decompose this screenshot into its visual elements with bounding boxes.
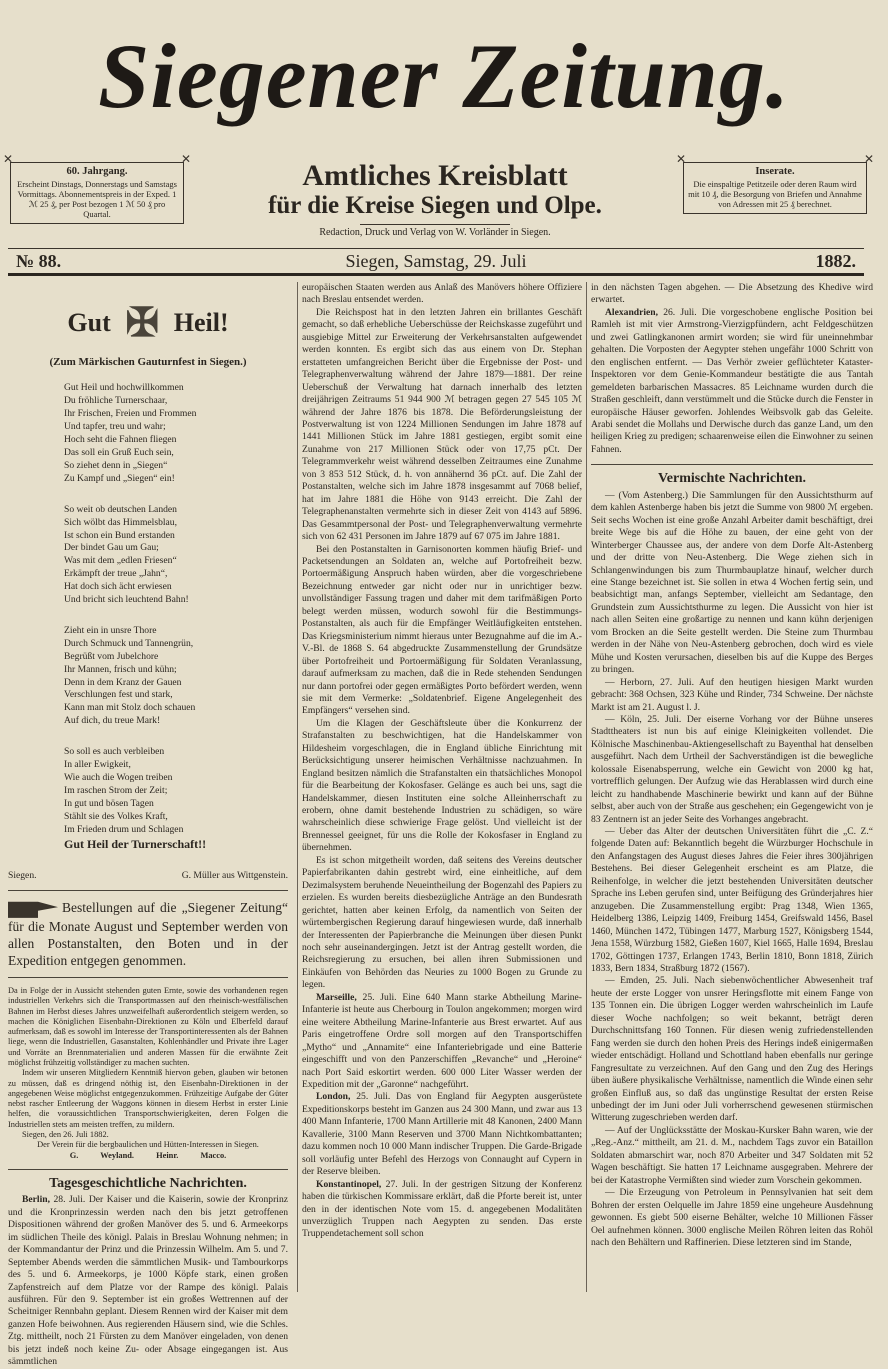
poem-line: Im raschen Strom der Zeit;	[64, 784, 168, 796]
news-article	[591, 282, 873, 307]
advertising-info-box	[683, 162, 867, 214]
poem-title-left: Gut	[67, 308, 111, 337]
daily-news-articles	[591, 282, 873, 456]
rail-notice-paragraph: Da in Folge der in Aussicht stehenden guten Ernte, sowie des vorhandenen regen industriellen Verkehrs sich die Transportmassen auf den rheinisch-westfälischen Bahnen im Herbst dieses Jahres unzweifelhaft außerordentlich steigern werden, so machen die Königlichen Eisenbahn-Direktionen zu Köln und Elberfeld darauf aufmerksam, daß es sowohl im Interesse der Transportinteressenten als der Bahnen liege, wenn die Industriellen, Gasanstalten, Kohlenhändler und Private ihre Lager und Vorräte an Brennmaterialien und anderen Massen für die erwähnte Zeit möglichst frühzeitig vollständiger zu machen suchten.	[8, 985, 288, 1067]
advertising-label: ✕ Inserate.	[755, 166, 795, 177]
news-article	[302, 718, 582, 855]
poem-line: Denn in dem Kranz der Gauen	[64, 676, 182, 688]
article-text: 26. Juli. Die vorgeschobene englische Position bei Ramleh ist mit vier Armstrong-Vierzigpfündern, acht Feldgeschützen und zwei Gatlingkanonen armirt worden; sie wird für uneinnehmbar gehalten. Die Vorposten der Aegypter stehen ungefähr 1000 Schritt von den englischen entfernt. — Das Verhör zweier geflüchteter Kataster-Inspektoren vor dem Genie-Kommandeur bestätigte die aus Tantah gemeldeten barbarischen Massacres. 85 Leichname wurden durch die Straßen geschleift, dann verstümmelt und die Stücke durch die Fenster in europäische Häuser geworfen. Johlendes Weibsvolk gab das Geleite. Arabi sendet die Mollahs und Derwische durch das ganze Land, um den heiligen Krieg zu predigen; schaarenweise eilen die Einwohner zu seinen Fahnen.	[591, 306, 873, 455]
rail-notice-date: Siegen, den 26. Juli 1882.	[22, 1130, 109, 1140]
poem-line: In gut und bösen Tagen	[64, 797, 154, 809]
poem-line: Und tapfer, treu und wahr;	[64, 421, 166, 433]
divider	[8, 977, 288, 978]
column-3	[586, 282, 873, 1292]
poem-line: Auf dich, du treue Mark!	[64, 715, 161, 727]
poem-line: Verschlungen fest und stark,	[64, 689, 173, 701]
article-text: europäischen Staaten werden aus Anlaß des Manövers höhere Offiziere nach Breslau entsendet werden.	[302, 282, 582, 306]
daily-news-heading: Tagesgeschichtliche Nachrichten.	[49, 1175, 247, 1191]
daily-news-articles	[302, 282, 582, 1241]
article-text: Bei den Postanstalten in Garnisonorten kommen häufig Brief- und Packetsendungen an Soldaten an, welche auf Portofreiheit bezw. Portoermäßigung Anspruch haben würden, aber die vorgeschriebene Bezeichnung entweder gar nicht oder nur in unrichtiger bezw. unvollständiger Fassung tragen und daher mit dem tarifmäßigen Porto belegt werden müssen, wodurch sowohl für die Bestimmungs-Postanstalten, als auch für die Empfänger Weitläufigkeiten entstehen. Das Kriegsministerium nimmt hieraus unter Bezugnahme auf die im A.-V.-Bl. de 1868 S. 64 abgedruckte Zusammenstellung der Grundsätze über Portofreiheit und Portoermäßigung für Soldaten Veranlassung, darauf aufmerksam zu machen, daß die in Rede stehenden Sendungen nur dann portofrei oder gegen ermäßigtes Porto befördert werden, wenn sie mit dem Vermerke: „Soldatenbrief. Eigene Angelegenheit des Empfängers“ versehen sind.	[302, 543, 582, 717]
poem-subtitle: (Zum Märkischen Gauturnfest in Siegen.)	[49, 356, 247, 368]
article-text: 25. Juli. Eine 640 Mann starke Abtheilung Marine-Infanterie ist heute aus Cherbourg in Toulon angekommen; morgen wird eine weitere Abtheilung Marine-Infanterie aus Brest erwartet. Auf aus Paris eingetroffene Ordre soll morgen auf den Transportschiffen „Mytho“ und „Annamite“ eine Infanteriebrigade und eine Batterie eingeschifft und von den Panzerschiffen „Revanche“ und „Heroine“ nach Port Said eskortirt werden. 600 000 Liter Wasser werden der Expedition mit der „Garonne“ nachgeführt.	[302, 991, 582, 1090]
article-dateline: Alexandrien,	[605, 306, 659, 318]
poem-author: G. Müller aus Wittgenstein.	[181, 869, 288, 881]
masthead	[0, 0, 888, 150]
signer: Heinr. Macco.	[156, 1150, 227, 1160]
rail-notice-association: Der Verein für die bergbaulichen und Hütten-Interessen in Siegen.	[37, 1140, 259, 1150]
poem-line: Ihr Frischen, Freien und Frommen	[64, 408, 197, 420]
poem-line: Das soll ein Gruß Euch sein,	[64, 446, 174, 458]
article-dateline: Berlin,	[22, 1194, 50, 1206]
issue-date: Siegen, Samstag, 29. Juli	[345, 251, 527, 271]
divider	[8, 1169, 288, 1170]
poem-line: Gut Heil und hochwillkommen	[64, 382, 184, 394]
rail-notice-paragraph: Indem wir unseren Mitgliedern Kenntniß hiervon geben, glauben wir betonen zu müssen, daß es dringend nöthig ist, den Eisenbahn-Direktionen in der angegebenen Weise möglichst entgegenzukommen. Frühzeitige Aufgabe der Güter nebst rascher Entleerung der Waggons können in diesem Herbst in erster Linie helfen, die voraussichtlichen Transportschwierigkeiten, deren Folgen die Industriellen stets am meisten treffen, zu mildern.	[8, 1068, 288, 1129]
signer: G. Weyland.	[69, 1150, 135, 1160]
poem-line: Wie auch die Wogen treiben	[64, 772, 173, 784]
article-dateline: Konstantinopel,	[316, 1178, 382, 1190]
news-article	[302, 282, 582, 307]
misc-news-item: — Emden, 25. Juli. Nach siebenwöchentlicher Abwesenheit traf heute der erste Logger von unsrer Heringsflotte mit einem Fange von 135 Tonnen ein. Die übrigen Logger werden wahrscheinlich im Laufe dieser Woche nachfolgen; so weit bekannt, beträgt deren Durchschnittsfang 160 Tonnen. Für diesen wenig zufriedenstellenden Fang werden sie durch den hohen Preis des Herings indeß einigermaßen wieder entschädigt. Holland und Schottland haben ebenfalls nur geringe Fangresultate zu verzeichnen. Auf den Gang und den Zug des Herings üben äußere physikalische Verhältnisse, namentlich die Winde einen sehr großen Einfluß aus, so daß das ungünstige Resultat der ersten Reise unbedingt der im Juni oder Juli vorherrschend gewesenen stürmischen Witterung zugeschrieben werden darf.	[591, 975, 873, 1124]
news-article	[302, 855, 582, 992]
issue-number: № 88.	[16, 251, 62, 271]
poem-stanza	[64, 746, 288, 851]
pointing-hand-icon	[8, 900, 58, 918]
daily-news-articles	[8, 1194, 288, 1368]
poem-line: So soll es auch verbleiben	[64, 746, 165, 758]
misc-news-item: — Ueber das Alter der deutschen Universitäten führt die „C. Z.“ folgende Daten auf: Bekanntlich begeht die Würzburger Hochschule in den Anfangstagen des August dieses Jahres die Feier ihres 300jährigen Bestehens. Bei dieser Gelegenheit erscheint es am Platze, die Reihenfolge, in welcher die jetzt bestehenden Universitäten deutscher Sprache ins Leben gerufen sind, unter Beifügung des Gründerjahres hier anzugeben. Die Zusammenstellung ergibt: Prag 1348, Wien 1365, Heidelberg 1386, Leipzig 1409, Freiburg 1454, Greifswald 1456, Basel 1460, München 1472, Tübingen 1477, Marburg 1527, Königsberg 1544, Jena 1558, Würzburg 1582, Gießen 1607, Kiel 1665, Halle 1694, Breslau 1702, Göttingen 1737, Erlangen 1743, Berlin 1810, Bonn 1818, Zürich 1833, Bern 1834, Straßburg 1872 (1567).	[591, 826, 873, 975]
poem-stanza	[64, 382, 288, 485]
article-dateline: London,	[316, 1091, 351, 1103]
poem-place: Siegen.	[8, 869, 37, 881]
news-article	[302, 1179, 582, 1241]
misc-news-item: — Herborn, 27. Juli. Auf den heutigen hiesigen Markt wurden gebracht: 368 Ochsen, 323 Kühe und Rinder, 734 Schweine. Der nächste Markt ist am 21. August l. J.	[591, 676, 873, 713]
news-article	[8, 1194, 288, 1368]
rail-notice-signers	[8, 1151, 288, 1161]
advertising-info-text: Die einspaltige Petitzeile oder deren Raum wird mit 10 ₰, die Besorgung von Briefen und Annahme von Adressen mit 25 ₰ berechnet.	[688, 179, 862, 209]
news-article	[591, 307, 873, 456]
subscription-info-box	[10, 162, 184, 224]
publisher-line: Redaction, Druck und Verlag von W. Vorländer in Siegen.	[319, 227, 551, 238]
misc-news-item: — Köln, 25. Juli. Der eiserne Vorhang vor der Bühne unseres Stadttheaters ist nun bis auf einige Kleinigkeiten vollendet. Die Kölnische Maschinenbau-Aktiengesellschaft zu Bayenthal hat denselben ausgeführt. Nach dem Urtheil der Sachverständigen ist die bewegliche kolossale Eisenabsperrung, welche ein Gewicht von 2000 kg hat, vortrefflich gelungen. Der Aufzug wie das Herablassen wird durch eine leicht zu handhabende Maschinerie bewirkt und kann auf der Bühne selbst, aber auch von der Straße aus geschehen; ein Gegengewicht von je 83 Zentnern ist an jeder Seite des Vorhanges angebracht.	[591, 713, 873, 825]
poem-line: Und bricht sich leuchtend Bahn!	[64, 594, 189, 606]
subtitle-official-gazette: Amtliches Kreisblatt	[302, 159, 568, 192]
volume-label: ✕ 60. Jahrgang.	[66, 166, 128, 177]
poem-line: Zieht ein in unsre Thore	[64, 624, 157, 636]
news-article	[302, 544, 582, 718]
subscription-notice	[8, 899, 288, 969]
poem-line: Stählt sie des Volkes Kraft,	[64, 810, 168, 822]
poem-line: Zu Kampf und „Siegen“ ein!	[64, 472, 175, 484]
poem-line: Kann man mit Stolz doch schauen	[64, 702, 196, 714]
column-2	[297, 282, 582, 1292]
poem-line: Der bindet Gau um Gau;	[64, 542, 159, 554]
poem-line: Sich wölbt das Himmelsblau,	[64, 516, 177, 528]
article-text: Um die Klagen der Geschäftsleute über die Konkurrenz der Strafanstalten zu beschwichtigen, hat die Handelskammer von Hildesheim vorgeschlagen, die in England übliche Einrichtung mit Berücksichtigung unserer heimischen Verhältnisse nachzuahmen. In England besitzen nämlich die Strafanstalten ein thatsächliches Monopol für die Bearbeitung der Kokosfaser. Gelänge es auch bei uns, sagt die Handelskammer, diesen Instituten eine solche Alleinherrschaft zu erobern, ohne damit bestehende Industrien zu schädigen, so wäre wahrscheinlich diese schwierige Frage gelöst. Und vielleicht ist der Brennessel geeignet, für uns die Rolle der Kokosfaser in England zu übernehmen.	[302, 717, 582, 854]
poem-line: Hat doch sich ächt erwiesen	[64, 581, 172, 593]
rail-notice	[8, 986, 288, 1161]
poem-body	[8, 382, 288, 851]
poem-line: Durch Schmuck und Tannengrün,	[64, 637, 194, 649]
issue-year: 1882.	[815, 251, 856, 271]
poem-title	[8, 296, 288, 350]
poem-line: Ist schon ein Bund erstanden	[64, 529, 175, 541]
poem-line: Was mit dem „edlen Friesen“	[64, 555, 177, 567]
poem-line: So weit ob deutschen Landen	[64, 503, 177, 515]
subscription-notice-text: Bestellungen auf die „Siegener Zeitung“ für die Monate August und September werden von allen Postanstalten, den Boten und in der Expedition entgegen genommen.	[8, 900, 288, 968]
article-text: 27. Juli. In der gestrigen Sitzung der Konferenz haben die türkischen Kommissare erklärt, daß die Pforte bereit ist, unter den in der identischen Note vom 15. d. angegebenen Modalitäten unverzüglich Truppen nach Aegypten zu senden. Das erste Truppendetachement soll schon	[302, 1178, 582, 1240]
misc-news-item: — Auf der Unglücksstätte der Moskau-Kursker Bahn waren, wie der „Reg.-Anz.“ mittheilt, am 21. d. M., nachdem Tags zuvor ein Bataillon Soldaten abmarschirt war, noch 870 Arbeiter und 347 Soldaten mit 52 Wagen beschäftigt. Sie hatten 17 Leichname ausgegraben. Mehrere der bei der Katastrophe Vermißten sind wieder zum Vorschein gekommen.	[591, 1124, 873, 1186]
poem-line: Begrüßt vom Jubelchore	[64, 650, 159, 662]
poem-line: So ziehet denn in „Siegen“	[64, 459, 168, 471]
poem-line: Erkämpft der treue „Jahn“,	[64, 568, 168, 580]
masthead-subtitle	[190, 160, 680, 238]
article-text: 28. Juli. Der Kaiser und die Kaiserin, sowie der Kronprinz und die Kronprinzessin werden nach den bis jetzt getroffenen Dispositionen während der großen Manöver des 5. und 6. Armeekorps im südlichen Theile des königl. Palais in Breslau Wohnung nehmen; in der Kommandantur der Prinz und die Prinzessin Wilhelm. Am 5. und 7. September Abends werden die sämmtlichen Musik- und Tambourkorps des 5. und 6. Armeekorps, je 1000 Köpfe stark, einen großen Zapfenstreich auf dem Platze vor der Rampe des königl. Palais ausführen. Für den 9. September ist ein großes Wettrennen auf der Scheitniger Rennbahn geplant. Diesem Rennen wird der Kaiser mit dem ganzen Hofe beiwohnen. Aus regierenden Häusern sind, wie die Schles. Ztg. mittheilt, noch 21 Fürsten zu dem Manöver eingeladen, von denen bis jetzt indeß noch keine Zu- oder Absage eingegangen ist. Aus sämmtlichen	[8, 1194, 288, 1368]
newspaper-title: Siegener Zeitung.	[98, 25, 790, 127]
article-text: in den nächsten Tagen abgehen. — Die Absetzung des Khedive wird erwartet.	[591, 282, 873, 306]
poem-line: Gut Heil der Turnerschaft!!	[64, 836, 207, 851]
article-text: 25. Juli. Das von England für Aegypten ausgerüstete Expeditionskorps besteht im Ganzen aus 24 300 Mann, und zwar aus 13 400 Mann Infanterie, 1700 Mann Artillerie mit 48 Kanonen, 2400 Mann Kavallerie, 3100 Mann Reserven und 3700 Mann Nichtkombattanten; dazu kommen noch 10 000 Mann indischer Truppen. Die Garde-Brigade soll vorläufig unter Befehl des Herzogs von Connaught auf Cypern in der Reserve bleiben.	[302, 1091, 582, 1178]
poem-line: In aller Ewigkeit,	[64, 759, 131, 771]
article-text: Die Reichspost hat in den letzten Jahren ein brillantes Geschäft gemacht, so daß erhebliche Ueberschüsse der Reichskasse zugeführt und ausgiebige Mittel zur Erweiterung der Verkehrsanstalten aufgewendet werden konnten. Es ergibt sich das aus einem von Dr. Stephan erstatteten umfangreichen Bericht über die Ergebnisse der Post- und Telegraphenverwaltung während der Jahre 1879—1881. Der reine Ueberschuß der Verwaltung hat darnach innerhalb des letzten dreijährigen Zeitraums 51 944 900 ℳ betragen gegen 27 545 105 ℳ während der Jahre 1876 bis 1878. Die Beförderungsleistung der Postverwaltung ist von 1224 Millionen Sendungen im Jahre 1878 auf 1441 Millionen Stück im Jahre 1881 gestiegen, ergibt somit eine Zunahme von 217 Millionen Stück oder von 17,75 pCt. Der Telegrammverkehr weist während desselben Zeitraumes eine Zunahme von 3 853 512 Stück, d. h. von annähernd 36 pCt. auf. Die Zahl der Postanstalten, welche sich im Jahre 1878 insgesammt auf 7068 belief, hat im Jahre 1881 die Höhe von 9143 erreicht. Die Zahl der Telegraphenanstalten vermehrte sich in dieser Zeit von 4143 auf 5896. Das Gesammtpersonal der Post- und Telegraphenverwaltung vermehrte sich von 62 431 Personen im Jahre 1879 auf 67 075 im Jahre 1881.	[302, 306, 582, 543]
poem-stanza	[64, 504, 288, 607]
news-article	[302, 307, 582, 544]
poem-line: Du fröhliche Turnerschaar,	[64, 395, 168, 407]
dateline-bar	[8, 248, 864, 276]
divider	[360, 224, 510, 225]
subtitle-districts: für die Kreise Siegen und Olpe.	[268, 192, 602, 219]
poem-signature	[8, 870, 288, 882]
cross-wreath-icon: ✠	[125, 300, 159, 345]
article-dateline: Marseille,	[316, 991, 357, 1003]
misc-news-item: — Die Erzeugung von Petroleum in Pennsylvanien hat seit dem Bohren der ersten Oelquelle im Jahre 1859 eine ungeheure Ausdehnung gewonnen. Es giebt 500 eiserne Behälter, welche 10 Millionen Fässer Oel aufnehmen können. 3000 englische Meilen Röhren leiten das Rohöl nach den Behältern und Raffinerien. Diese letzteren sind im Stande,	[591, 1187, 873, 1248]
misc-news-heading: Vermischte Nachrichten.	[657, 471, 806, 487]
divider	[591, 464, 873, 465]
poem-line: Hoch seht die Fahnen fliegen	[64, 434, 177, 446]
news-article	[302, 992, 582, 1092]
poem-line: Im Frieden drum und Schlagen	[64, 823, 184, 835]
poem-stanza	[64, 625, 288, 728]
divider	[8, 890, 288, 891]
column-1	[8, 282, 288, 1368]
misc-news-articles	[591, 490, 873, 1250]
article-text: Es ist schon mitgetheilt worden, daß seitens des Vereins deutscher Papierfabrikanten dahin gestrebt wird, eine einheitliche, auf dem Dezimalsystem beruhende Neueintheilung der Bogenzahl des Papiers zu erzielen. Es wurden bereits diesbezügliche Anträge an den Bundesrath gerichtet, hatten aber keinen Erfolg, da namentlich von Seiten der würtembergischen Regierung darauf hingewiesen wurde, daß innerhalb der Interessenten der Papierbranche die Meinungen über diesen Punkt noch sehr auseinandergingen. Jetzt ist der Antrag gestellt worden, die Reichsregierung zu ersuchen, bei allen ihren Submissionen und Einkäufen von Behörden das Neuries zu 1000 Bogen zu Grunde zu legen.	[302, 854, 582, 991]
poem-title-right: Heil!	[173, 308, 229, 337]
poem-line: Ihr Mannen, frisch und kühn;	[64, 663, 177, 675]
subscription-info-text: Erscheint Dinstags, Donnerstags und Samstags Vormittags. Abonnementspreis in der Exped. 1 ℳ 25 ₰, per Post bezogen 1 ℳ 50 ₰ pro Quartal.	[17, 179, 177, 219]
news-article	[302, 1091, 582, 1178]
misc-news-item: — (Vom Astenberg.) Die Sammlungen für den Aussichtsthurm auf dem kahlen Astenberge haben bis jetzt die Summe von 9800 ℳ ergeben. Seit sechs Wochen ist eine große Anzahl Arbeiter damit beschäftigt, drei breite Wege bis auf die Höhe zu bauen, der eine geht von der Winterberger Chaussee aus, der andere von dem Dorfe Alt-Astenberg und der dritte von Neu-Astenberg. Die Wege ziehen sich in Schlangenwindungen bis zum Thurmbauplatze hinauf, welcher durch eine Stange bezeichnet ist. Sie sollen in etwa 4 Wochen fertig sein, und beabsichtigt man, anfangs September, vielleicht am Sedantage, den Grundstein zum Aussichtsthurme zu legen. Die Aussicht von hier ist nach allen Seiten eine großartige zu nennen und kann kühn derjenigen vom Brocken an die Seite gestellt werden. Die Steine zum Thurmbau werden in der Nähe von Neu-Astenberg gebrochen, doch wird es viele Mühe und Kosten verursachen, dieselben bis auf die Kuppe des Berges zu bringen.	[591, 489, 873, 676]
